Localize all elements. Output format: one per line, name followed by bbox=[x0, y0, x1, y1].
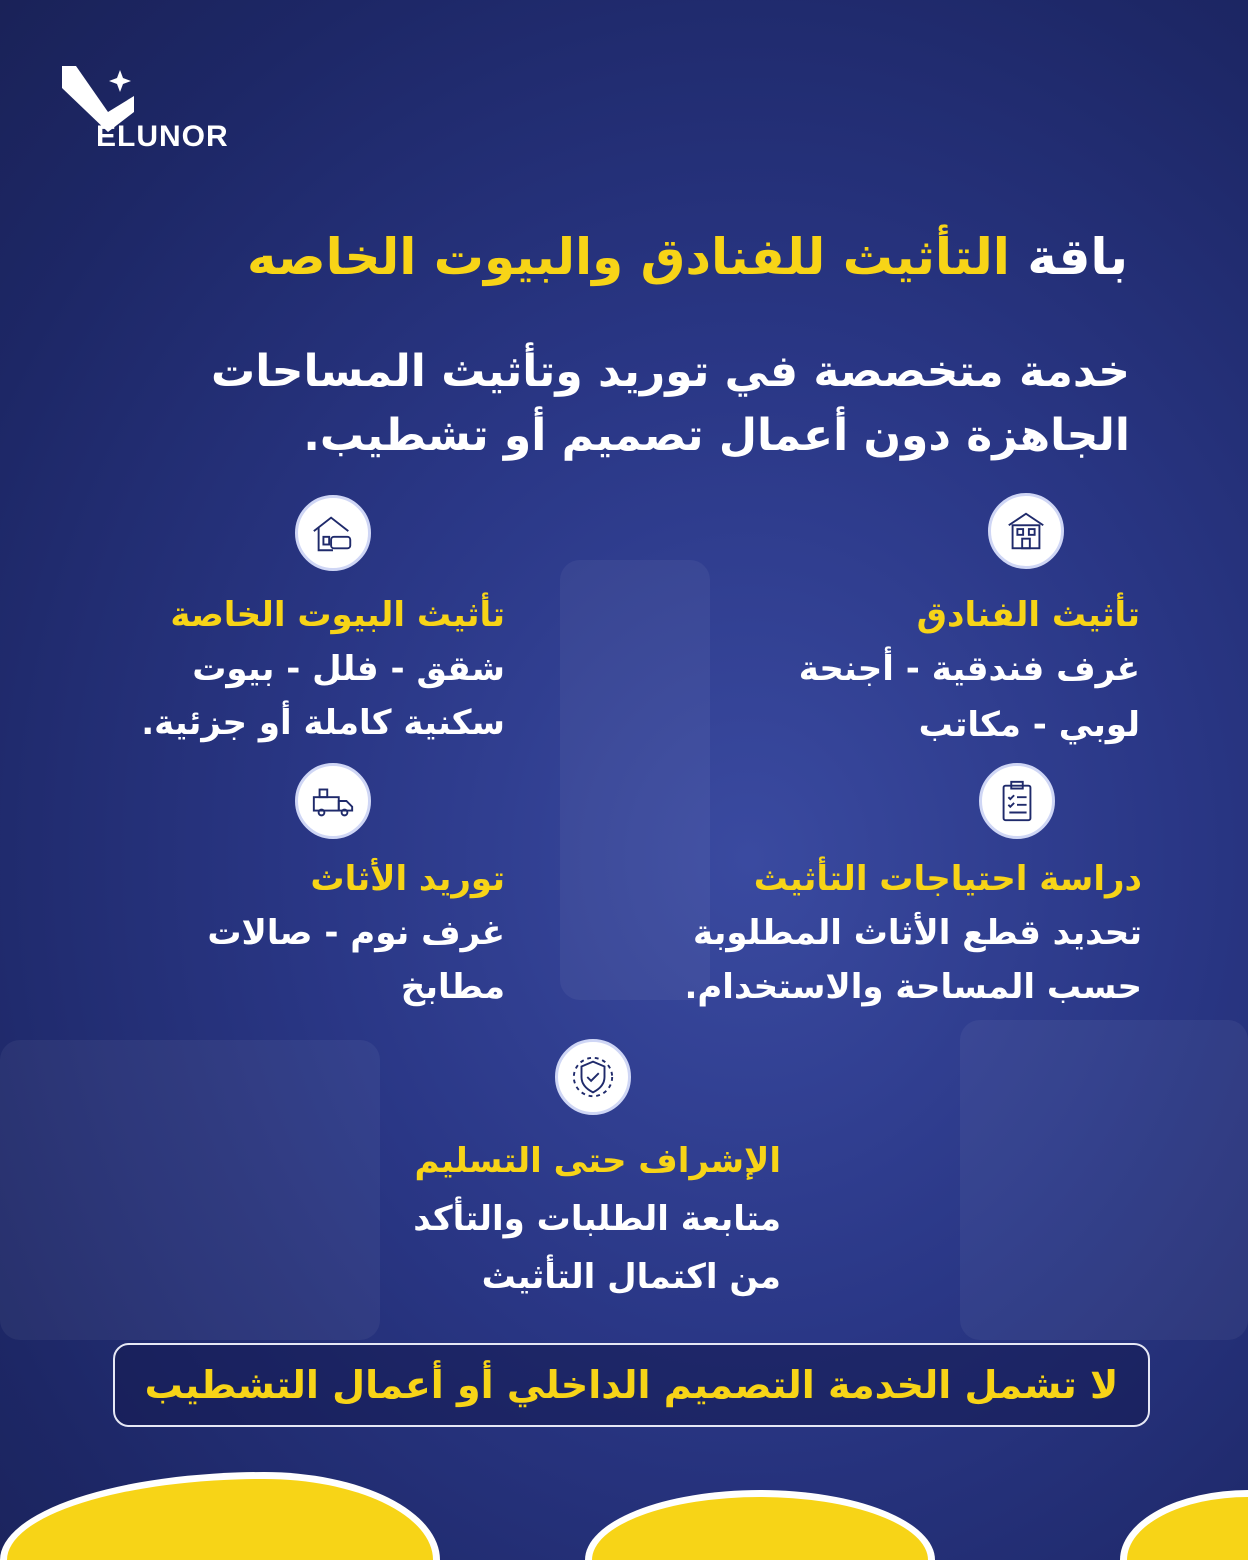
decorative-hill bbox=[0, 1472, 440, 1560]
house-sofa-icon bbox=[295, 495, 371, 571]
service-line: شقق - فلل - بيوت bbox=[192, 649, 505, 689]
service-line: لوبي - مكاتب bbox=[918, 705, 1140, 745]
service-title: تأثيث الفنادق bbox=[916, 595, 1140, 635]
decorative-hill bbox=[585, 1490, 935, 1560]
service-line: تحديد قطع الأثاث المطلوبة bbox=[692, 913, 1142, 953]
service-title: تأثيث البيوت الخاصة bbox=[170, 595, 505, 635]
background-furniture bbox=[960, 1020, 1248, 1340]
page-title bbox=[247, 228, 1128, 286]
delivery-truck-icon bbox=[295, 763, 371, 839]
service-private-homes bbox=[141, 588, 505, 750]
service-hotels bbox=[799, 588, 1140, 752]
service-line: متابعة الطلبات والتأكد bbox=[413, 1199, 781, 1239]
service-needs-study bbox=[684, 852, 1142, 1014]
service-title: دراسة احتياجات التأثيث bbox=[753, 859, 1142, 899]
service-line: من اكتمال التأثيث bbox=[481, 1257, 781, 1297]
service-line: غرف نوم - صالات bbox=[207, 913, 505, 953]
exclusion-note: لا تشمل الخدمة التصميم الداخلي أو أعمال التشطيب bbox=[113, 1343, 1150, 1427]
service-furniture-supply bbox=[207, 852, 505, 1014]
clipboard-icon bbox=[979, 763, 1055, 839]
service-title: توريد الأثاث bbox=[310, 859, 505, 899]
service-line: سكنية كاملة أو جزئية. bbox=[141, 703, 505, 743]
title-lead: باقة bbox=[1027, 228, 1128, 286]
service-line: مطابخ bbox=[400, 967, 505, 1007]
decorative-hill bbox=[1120, 1490, 1248, 1560]
service-title: الإشراف حتى التسليم bbox=[414, 1141, 781, 1181]
service-line: غرف فندقية - أجنحة bbox=[798, 649, 1140, 689]
service-line: حسب المساحة والاستخدام. bbox=[684, 967, 1142, 1007]
hotel-icon bbox=[988, 493, 1064, 569]
shield-check-icon bbox=[555, 1039, 631, 1115]
subtitle: خدمة متخصصة في توريد وتأثيث المساحات الجاهزة دون أعمال تصميم أو تشطيب. bbox=[211, 346, 1130, 461]
background-furniture bbox=[0, 1040, 380, 1340]
brand-name: ELUNOR bbox=[96, 120, 229, 153]
service-supervision bbox=[413, 1134, 781, 1304]
title-highlight: التأثيث للفنادق والبيوت الخاصه bbox=[247, 228, 1010, 286]
